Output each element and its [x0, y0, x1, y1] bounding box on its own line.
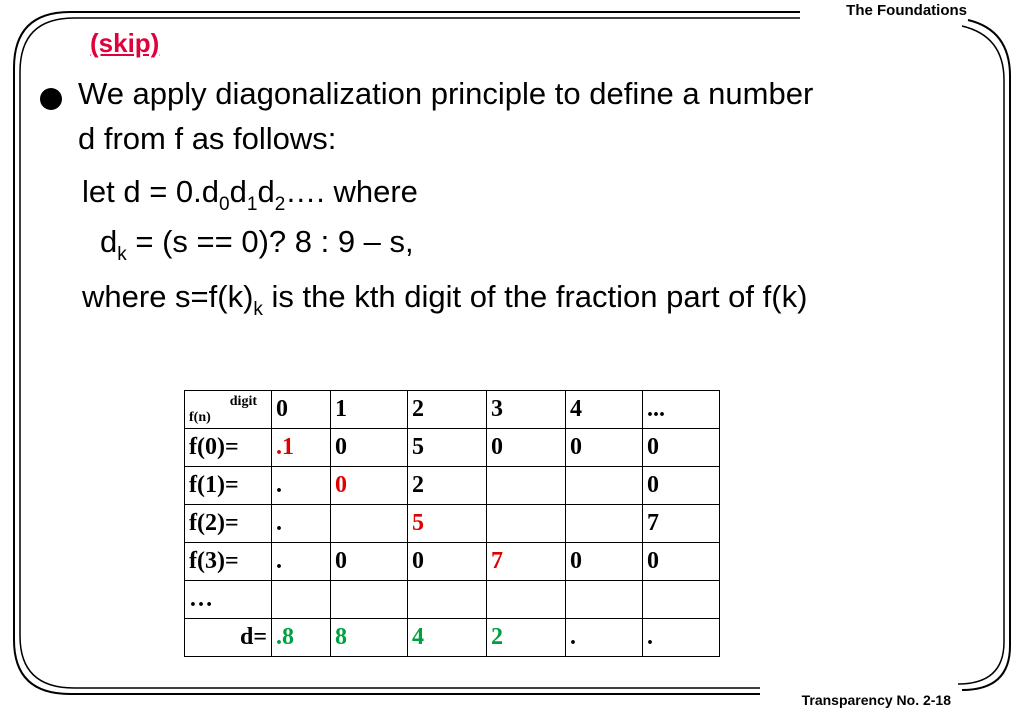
let-suffix: …. where	[285, 174, 418, 209]
corner-bottom-label: f(n)	[189, 410, 211, 425]
table-cell: 5	[408, 429, 487, 467]
table-row	[185, 581, 720, 619]
table-cell: 0	[487, 429, 566, 467]
table-cell: 0	[331, 429, 408, 467]
header-cell: 2	[408, 391, 487, 429]
table-cell: 0	[643, 429, 720, 467]
header-cell: 3	[487, 391, 566, 429]
result-cell: .8	[272, 619, 331, 657]
result-cell: 8	[331, 619, 408, 657]
header-cell: 4	[566, 391, 643, 429]
header-cell: ...	[643, 391, 720, 429]
table-cell	[643, 581, 720, 619]
definition-where-line	[82, 279, 808, 320]
row-label: f(0)=	[185, 429, 272, 467]
table-cell: 0	[566, 543, 643, 581]
row-label: f(1)=	[185, 467, 272, 505]
table-cell: 0	[643, 467, 720, 505]
table-cell: 0	[331, 543, 408, 581]
subscript-0: 0	[219, 194, 230, 215]
table-cell: 0	[643, 543, 720, 581]
subscript-2: 2	[274, 194, 286, 215]
table-cell	[566, 467, 643, 505]
result-cell: 4	[408, 619, 487, 657]
table-cell	[408, 581, 487, 619]
diagonal-cell: 5	[408, 505, 487, 543]
table-cell: 7	[643, 505, 720, 543]
table-cell	[487, 505, 566, 543]
table-cell: .	[272, 543, 331, 581]
bullet-dot-icon	[40, 88, 62, 110]
table-cell	[272, 581, 331, 619]
table-row	[185, 505, 720, 543]
where-subscript-k: k	[253, 299, 263, 320]
skip-link[interactable]: (skip)	[90, 28, 160, 58]
table-cell: 0	[566, 429, 643, 467]
corner-top-label: digit	[229, 394, 257, 409]
diagonal-cell: 7	[487, 543, 566, 581]
section-header: The Foundations	[846, 2, 967, 19]
dk-rest: = (s == 0)? 8 : 9 – s,	[126, 224, 414, 259]
result-cell: .	[566, 619, 643, 657]
let-prefix: let d = 0.d	[82, 174, 220, 209]
table-cell: 2	[408, 467, 487, 505]
result-label: d=	[185, 619, 272, 657]
where-prefix: where s=f(k)	[82, 279, 254, 314]
row-label: f(2)=	[185, 505, 272, 543]
definition-let-line	[82, 174, 418, 215]
header-cell: 1	[331, 391, 408, 429]
corner-cell	[185, 391, 272, 429]
header-cell: 0	[272, 391, 331, 429]
table-cell	[331, 505, 408, 543]
table-cell: .	[272, 467, 331, 505]
row-label: …	[185, 581, 272, 619]
table-header-row	[185, 391, 720, 429]
table-result-row	[185, 619, 720, 657]
subscript-k: k	[117, 244, 127, 265]
bullet-text-line1: We apply diagonalization principle to define a number	[78, 76, 814, 111]
table-cell	[331, 581, 408, 619]
result-cell: .	[643, 619, 720, 657]
result-cell: 2	[487, 619, 566, 657]
table-cell: .	[272, 505, 331, 543]
diagonal-table	[184, 390, 720, 657]
table-cell	[566, 505, 643, 543]
table-cell: 0	[408, 543, 487, 581]
table-row	[185, 429, 720, 467]
subscript-1: 1	[246, 194, 258, 215]
table-row	[185, 467, 720, 505]
table-cell	[566, 581, 643, 619]
d1: d	[229, 174, 247, 209]
row-label: f(3)=	[185, 543, 272, 581]
diagonal-cell: 0	[331, 467, 408, 505]
page-footer: Transparency No. 2-18	[801, 692, 951, 708]
bullet-text-line2: d from f as follows:	[78, 121, 337, 156]
where-rest: is the kth digit of the fraction part of f(k)	[262, 279, 808, 314]
diagonal-cell: .1	[272, 429, 331, 467]
table-cell	[487, 467, 566, 505]
table-row	[185, 543, 720, 581]
d2: d	[257, 174, 275, 209]
dk: d	[100, 224, 118, 259]
definition-dk-line	[100, 224, 414, 265]
table-cell	[487, 581, 566, 619]
